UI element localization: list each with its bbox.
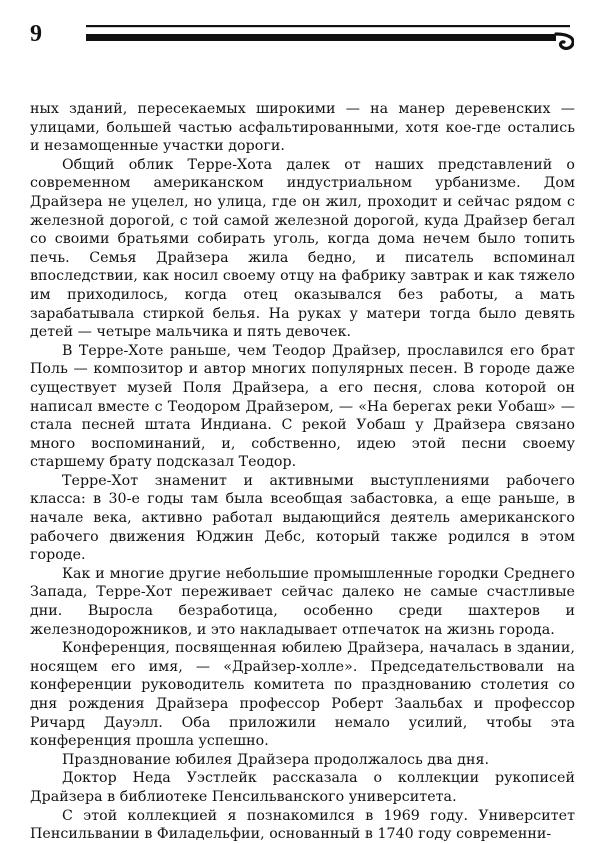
header-rule-thick-line (86, 34, 556, 41)
paragraph-midwest-towns: Как и многие другие небольшие промышленные городки Среднего Запада, Терре-Хот переживает сейчас далеко не самые счастливые дни. Выросла безработица, особенно среди шахтеров и железнодорожников, и это накладывает отпечаток на жизнь города. (30, 565, 575, 638)
paragraph-working-class: Терре-Хот знаменит и активными выступлениями рабочего класса: в 30-е годы там была всеобщая забастовка, а еще раньше, в начале века, активно работал выдающийся деятель американского рабочего движения Юджин Дебс, который также родился в этом городе. (30, 472, 575, 564)
page-number: 9 (30, 21, 42, 47)
header-rule-thin-line (86, 25, 570, 27)
paragraph-conference: Конференция, посвященная юбилею Драйзера, началась в здании, носящем его имя, — «Драйзер-холле». Председательствовали на конференции руководитель комитета по празднованию столетия со дня рождения Драйзера профессор Роберт Заальбах и профессор Ричард Дауэлл. Оба приложили немало усилий, чтобы эта конференция прошла успешно. (30, 640, 575, 750)
text-body (30, 100, 575, 844)
paragraph-continued: ных зданий, пересекаемых широкими — на манер деревенских — улицами, большей частью асфальтированными, хотя кое-где остались и незамощенные участки дороги. (30, 101, 575, 155)
header-rule (86, 24, 574, 54)
paragraph-terre-haute-appearance: Общий облик Терре-Хота далек от наших представлений о современном американском индустриальном урбанизме. Дом Драйзера не уцелел, но улица, где он жил, проходит и сейчас рядом с железной дорогой, с той самой железной дорогой, куда Драйзер бегал со своими братьями собирать уголь, когда дома нечем было топить печь. Семья Драйзера жила бедно, и писатель вспоминал впоследствии, как носил своему отцу на фабрику завтрак и как тяжело им приходилось, когда отец оказывался без работы, а мать зарабатывала стиркой белья. На руках у матери тогда было девять детей — четыре мальчика и пять девочек. (30, 156, 575, 341)
header-rule-curl-ornament (556, 34, 573, 48)
paragraph-brother-paul: В Терре-Хоте раньше, чем Теодор Драйзер, прославился его брат Поль — композитор и автор многих популярных песен. В городе даже существует музей Поля Драйзера, а его песня, слова которой он написал вместе с Теодором Драйзером, — «На берегах реки Уобаш» — стала песней штата Индиана. С рекой Уобаш у Драйзера связано много воспоминаний, и, собственно, идею этой песни своему старшему брату подсказал Теодор. (30, 342, 575, 471)
paragraph-collection: С этой коллекцией я познакомился в 1969 году. Университет Пенсильвании в Филадельфии, основанный в 1740 году современни- (30, 807, 575, 843)
paragraph-westlake: Доктор Неда Уэстлейк рассказала о коллекции рукописей Драйзера в библиотеке Пенсильванского университета. (30, 770, 575, 805)
paragraph-celebration: Празднование юбилея Драйзера продолжалось два дня. (62, 751, 490, 768)
